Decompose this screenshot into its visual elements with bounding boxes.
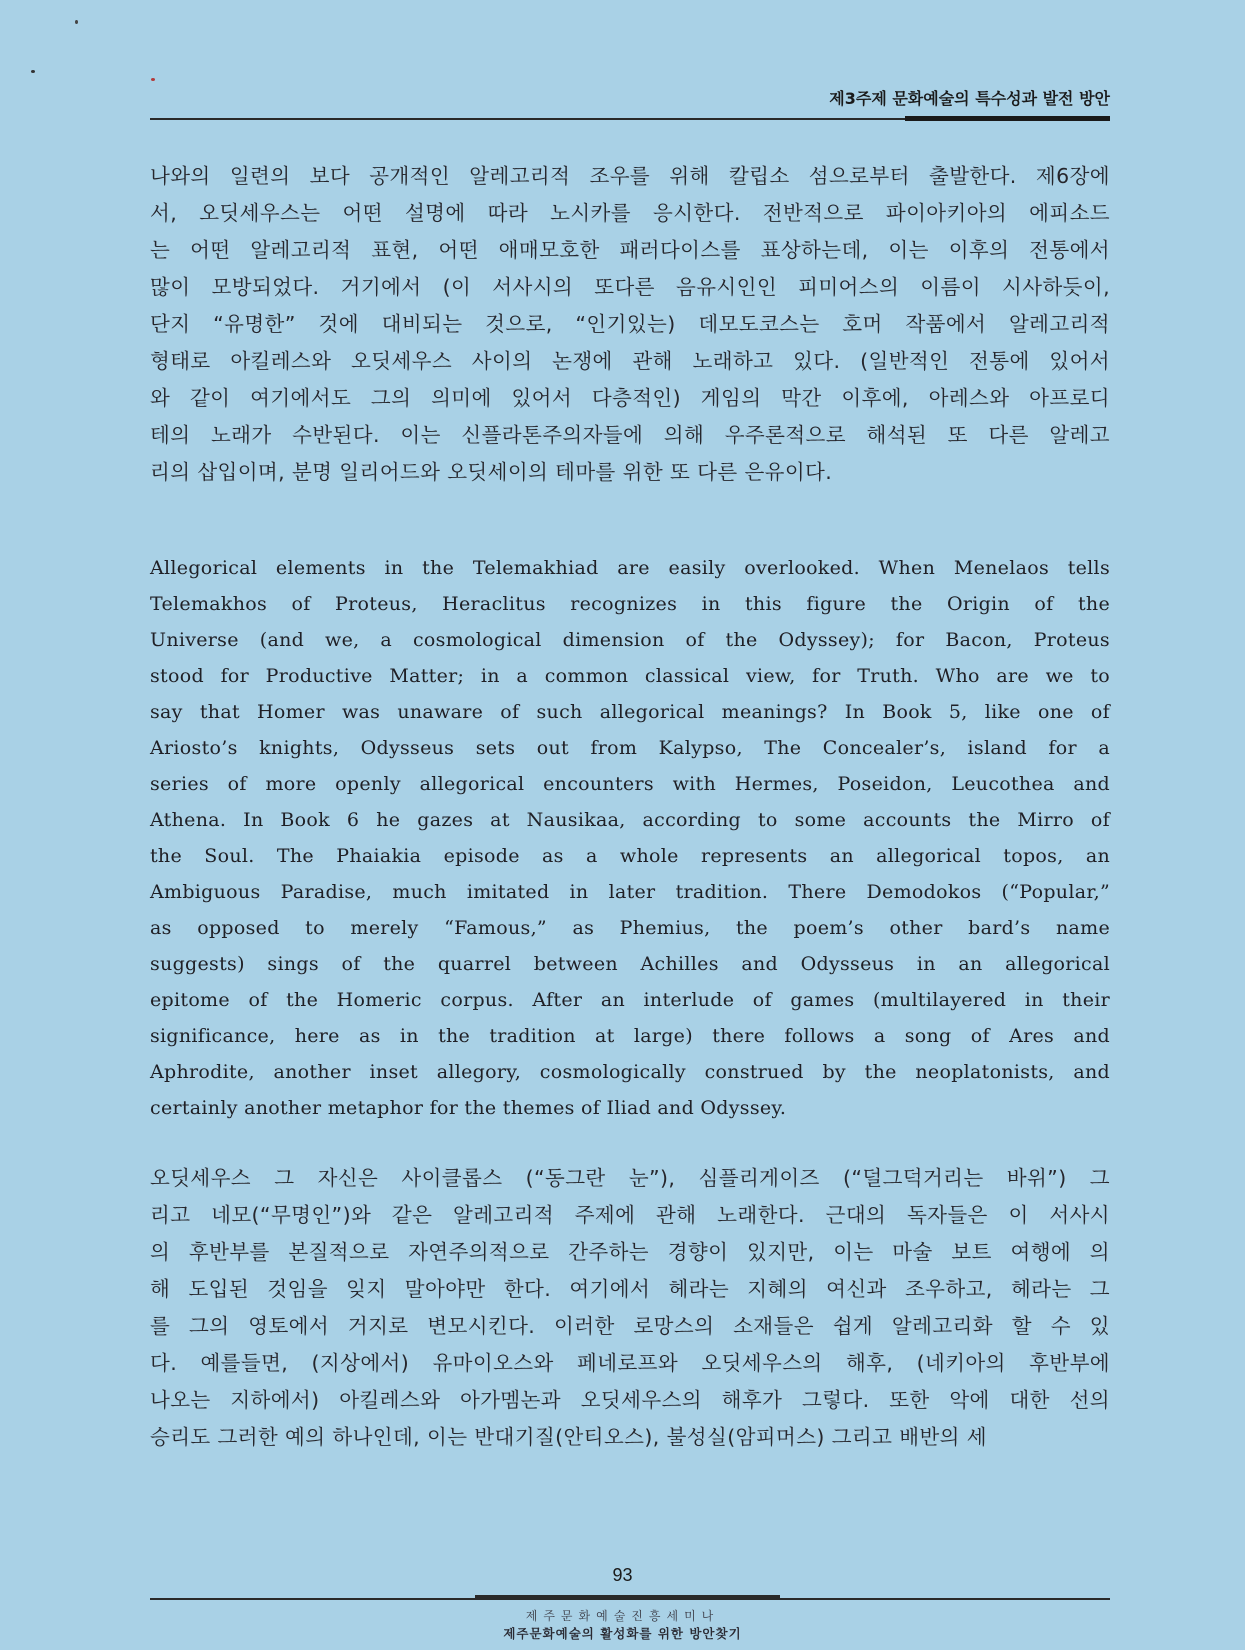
text-line: Allegorical elements in the Telemakhiad are easily overlooked. When Menelaos tells [150, 557, 1110, 579]
footer-rule-accent [475, 1595, 780, 1600]
text-line: 단지 “유명한” 것에 대비되는 것으로, “인기있는) 데모도코스는 호머 작품에서 알레고리적 [150, 312, 1110, 336]
text-line: 테의 노래가 수반된다. 이는 신플라톤주의자들에 의해 우주론적으로 해석된 또 다른 알레고 [150, 423, 1110, 447]
scan-speck [75, 20, 78, 24]
footer-subtitle: 제주문화예술의 활성화를 위한 방안찾기 [503, 1626, 742, 1641]
text-line: Ambiguous Paradise, much imitated in later tradition. There Demodokos (“Popular,” [150, 881, 1110, 903]
text-line: 서, 오딧세우스는 어떤 설명에 따라 노시카를 응시한다. 전반적으로 파이아키아의 에피소드 [150, 201, 1110, 225]
text-line: epitome of the Homeric corpus. After an interlude of games (multilayered in their [150, 989, 1110, 1011]
text-line: certainly another metaphor for the themes of Iliad and Odyssey. [150, 1097, 787, 1119]
text-line: 를 그의 영토에서 거지로 변모시킨다. 이러한 로망스의 소재들은 쉽게 알레고리화 할 수 있 [150, 1314, 1110, 1338]
text-line: series of more openly allegorical encounters with Hermes, Poseidon, Leucothea and [150, 773, 1110, 795]
text-line: 해 도입된 것임을 잊지 말아야만 한다. 여기에서 헤라는 지혜의 여신과 조우하고, 헤라는 그 [150, 1277, 1110, 1301]
page-number: 93 [612, 1565, 633, 1585]
header-rule-accent [905, 116, 1110, 121]
running-header: 제3주제 문화예술의 특수성과 발전 방안 [829, 89, 1110, 108]
text-line: 나와의 일련의 보다 공개적인 알레고리적 조우를 위해 칼립소 섬으로부터 출발한다. 제6장에 [150, 164, 1110, 188]
text-line: 오딧세우스 그 자신은 사이클롭스 (“동그란 눈”), 심플리게이즈 (“덜그덕거리는 바위”) 그 [150, 1166, 1110, 1190]
scan-speck [151, 78, 155, 81]
footer-organization: 제주문화예술진흥세미나 [525, 1609, 720, 1623]
text-line: 많이 모방되었다. 거기에서 (이 서사시의 또다른 음유시인인 피미어스의 이름이 시사하듯이, [150, 275, 1110, 299]
text-line: 와 같이 여기에서도 그의 의미에 있어서 다층적인) 게임의 막간 이후에, 아레스와 아프로디 [150, 386, 1110, 410]
english-paragraph [150, 550, 1110, 1126]
text-line: 승리도 그러한 예의 하나인데, 이는 반대기질(안티오스), 불성실(암피머스) 그리고 배반의 세 [150, 1425, 987, 1449]
korean-paragraph-2 [150, 1160, 1110, 1456]
text-line: 형태로 아킬레스와 오딧세우스 사이의 논쟁에 관해 노래하고 있다. (일반적인 전통에 있어서 [150, 349, 1110, 373]
text-line: stood for Productive Matter; in a common classical view, for Truth. Who are we to [150, 665, 1110, 687]
text-line: say that Homer was unaware of such allegorical meanings? In Book 5, like one of [150, 701, 1110, 723]
text-line: Athena. In Book 6 he gazes at Nausikaa, according to some accounts the Mirro of [150, 809, 1110, 831]
text-line: suggests) sings of the quarrel between Achilles and Odysseus in an allegorical [150, 953, 1110, 975]
scan-speck [31, 70, 35, 73]
text-line: significance, here as in the tradition at large) there follows a song of Ares and [150, 1025, 1110, 1047]
text-line: Aphrodite, another inset allegory, cosmologically construed by the neoplatonists, and [150, 1061, 1110, 1083]
text-line: 리고 네모(“무명인”)와 같은 알레고리적 주제에 관해 노래한다. 근대의 독자들은 이 서사시 [150, 1203, 1110, 1227]
text-line: 는 어떤 알레고리적 표현, 어떤 애매모호한 패러다이스를 표상하는데, 이는 이후의 전통에서 [150, 238, 1110, 262]
korean-paragraph-1 [150, 158, 1110, 491]
text-line: the Soul. The Phaiakia episode as a whole represents an allegorical topos, an [150, 845, 1110, 867]
text-line: 다. 예를들면, (지상에서) 유마이오스와 페네로프와 오딧세우스의 해후, (네키아의 후반부에 [150, 1351, 1110, 1375]
text-line: Telemakhos of Proteus, Heraclitus recognizes in this figure the Origin of the [150, 593, 1110, 615]
text-line: Ariosto’s knights, Odysseus sets out from Kalypso, The Concealer’s, island for a [150, 737, 1110, 759]
text-line: Universe (and we, a cosmological dimension of the Odyssey); for Bacon, Proteus [150, 629, 1110, 651]
text-line: 나오는 지하에서) 아킬레스와 아가멤논과 오딧세우스의 해후가 그렇다. 또한 악에 대한 선의 [150, 1388, 1110, 1412]
text-line: as opposed to merely “Famous,” as Phemius, the poem’s other bard’s name [150, 917, 1110, 939]
text-line: 리의 삽입이며, 분명 일리어드와 오딧세이의 테마를 위한 또 다른 은유이다. [150, 460, 833, 484]
text-line: 의 후반부를 본질적으로 자연주의적으로 간주하는 경향이 있지만, 이는 마술 보트 여행에 의 [150, 1240, 1110, 1264]
